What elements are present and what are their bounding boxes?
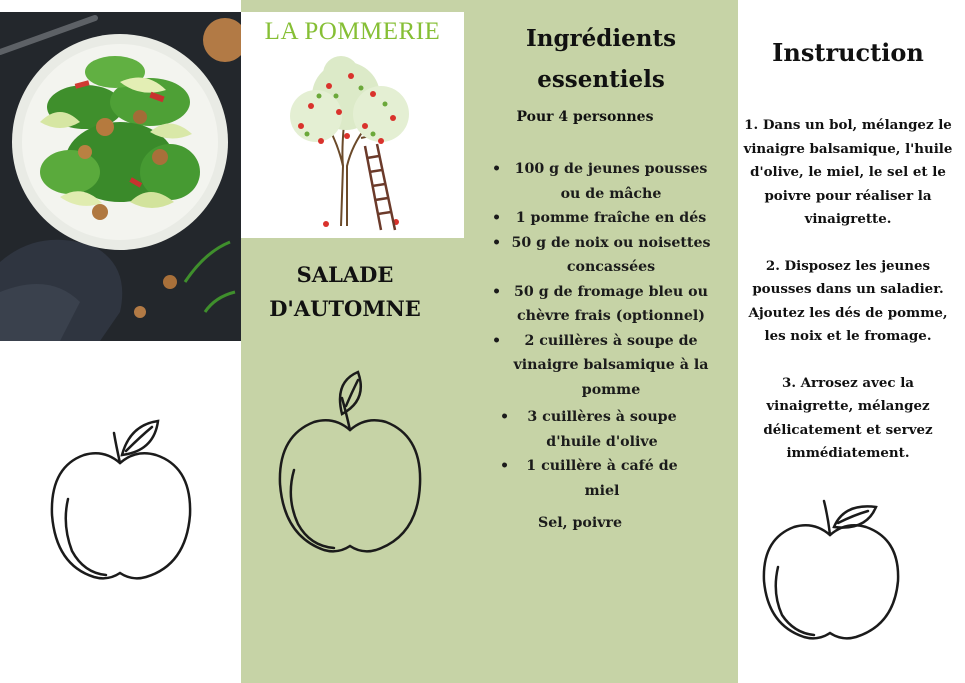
list-item (492, 157, 714, 206)
bullet-dot-icon: • (500, 458, 510, 474)
list-item (492, 206, 714, 231)
bullet-dot-icon: • (492, 332, 502, 349)
ingredient-text: 1 cuillère à café de miel (526, 458, 678, 499)
instructions-steps (742, 114, 954, 489)
instructions-title: Instruction (772, 38, 924, 67)
bullet-dot-icon: • (492, 234, 502, 251)
apple-outline-icon (44, 415, 196, 585)
list-item (492, 454, 714, 503)
apple-outline-icon (758, 493, 906, 643)
list-item (492, 231, 714, 280)
salad-plate-icon (0, 12, 241, 341)
ingredients-title-line1: Ingrédients (525, 25, 677, 52)
brand-logo (241, 12, 464, 238)
bullet-dot-icon: • (500, 409, 510, 425)
recipe-title-line1: SALADE (296, 262, 394, 287)
recipe-title (250, 258, 440, 326)
instruction-step: 3. Arrosez avec la vinaigrette, mélangez délicatement et servez immédiatement. (763, 374, 933, 461)
ingredients-title (490, 18, 712, 100)
brand-name: LA POMMERIE (264, 18, 441, 45)
ingredient-text: 100 g de jeunes pousses ou de mâche (514, 161, 708, 202)
ingredient-seasoning: Sel, poivre (537, 515, 623, 531)
list-item (492, 405, 714, 454)
bullet-dot-icon: • (492, 283, 502, 300)
salad-photo (0, 12, 241, 341)
recipe-title-line2: D'AUTOMNE (269, 296, 421, 321)
bullet-dot-icon: • (492, 210, 502, 226)
ingredients-list (492, 157, 714, 503)
ingredient-text: 3 cuillères à soupe d'huile d'olive (527, 409, 677, 450)
ingredient-text: 50 g de noix ou noisettes concassées (511, 234, 711, 275)
ingredient-text: 50 g de fromage bleu ou chèvre frais (optionnel) (514, 283, 708, 324)
apple-outline-icon (272, 370, 428, 558)
ingredients-title-line2: essentiels (537, 66, 665, 93)
instruction-step: 1. Dans un bol, mélangez le vinaigre balsamique, l'huile d'olive, le miel, le sel et le poivre pour réaliser la vinaigrette. (743, 117, 953, 227)
list-item (492, 329, 714, 403)
apple-tree-icon (281, 46, 426, 236)
list-item (492, 280, 714, 329)
servings-label: Pour 4 personnes (516, 109, 654, 125)
ingredient-text: 1 pomme fraîche en dés (515, 210, 707, 226)
ingredient-text: 2 cuillères à soupe de vinaigre balsamique à la pomme (513, 332, 709, 398)
bullet-dot-icon: • (492, 161, 502, 177)
instruction-step: 2. Disposez les jeunes pousses dans un saladier. Ajoutez les dés de pomme, les noix et le fromage. (748, 257, 948, 344)
